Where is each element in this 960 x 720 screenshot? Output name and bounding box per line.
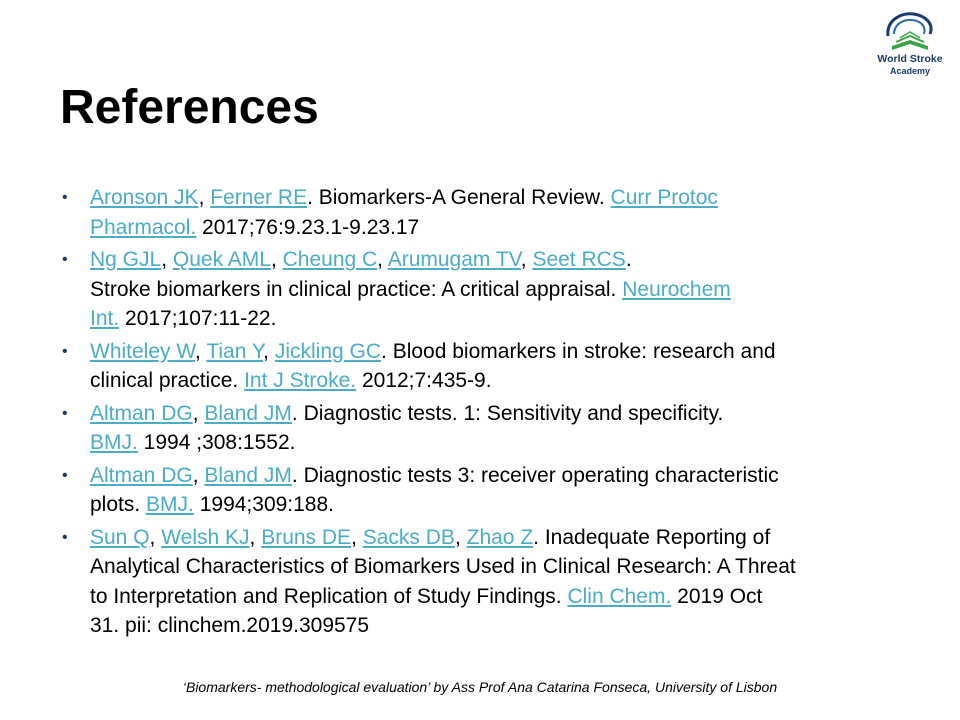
reference-text: . Blood biomarkers in stroke: research and <box>381 339 776 363</box>
bullet-icon: • <box>62 404 68 422</box>
reference-text: 2019 Oct <box>671 584 763 608</box>
reference-text: , <box>351 525 363 549</box>
journal-link[interactable]: BMJ. <box>90 431 138 454</box>
world-stroke-academy-logo <box>868 10 952 78</box>
author-link[interactable]: Ng GJL <box>90 248 162 271</box>
author-link[interactable]: Bland JM <box>204 463 292 487</box>
reference-text: , <box>454 525 467 549</box>
journal-link[interactable]: Curr Protoc <box>610 186 718 209</box>
reference-text: , <box>161 248 173 271</box>
reference-text: 31. pii: clinchem.2019.309575 <box>90 614 370 637</box>
brain-book-icon <box>882 10 938 52</box>
author-link[interactable]: Tian Y <box>206 339 264 363</box>
logo-text-line2: Academy <box>889 66 931 76</box>
reference-text: . Biomarkers-A General Review. <box>307 186 611 209</box>
author-link[interactable]: Whiteley W <box>90 339 196 363</box>
journal-link[interactable]: Neurochem <box>622 277 731 301</box>
reference-text: , <box>377 248 388 271</box>
reference-text: , <box>520 248 533 271</box>
slide-title: References <box>60 81 319 134</box>
reference-text: , <box>263 339 275 363</box>
reference-text: . Diagnostic tests. 1: Sensitivity and specificity. <box>291 401 724 425</box>
reference-item <box>60 399 910 458</box>
reference-text: , <box>249 525 262 549</box>
reference-text: , <box>270 248 283 271</box>
author-link[interactable]: Altman DG <box>90 463 193 487</box>
author-link[interactable]: Altman DG <box>90 401 193 425</box>
reference-item <box>60 183 910 242</box>
journal-link[interactable]: Int. <box>90 307 120 330</box>
reference-text: . Inadequate Reporting of <box>533 525 771 549</box>
bullet-icon: • <box>62 342 68 360</box>
reference-text: . <box>625 248 632 271</box>
reference-text: . Diagnostic tests 3: receiver operating characteristic <box>291 463 779 487</box>
bullet-icon: • <box>62 528 68 546</box>
reference-text: plots. <box>90 493 147 516</box>
bullet-icon: • <box>62 189 68 206</box>
author-link[interactable]: Welsh KJ <box>161 525 250 549</box>
reference-text: , <box>192 401 205 425</box>
reference-text: clinical practice. <box>90 369 245 392</box>
author-link[interactable]: Zhao Z <box>466 525 534 549</box>
reference-item <box>60 523 910 641</box>
reference-text: 2012;7:435-9. <box>356 369 492 392</box>
author-link[interactable]: Aronson JK <box>90 186 199 209</box>
journal-link[interactable]: Int J Stroke. <box>244 369 357 392</box>
reference-text: , <box>195 339 207 363</box>
reference-text: 2017;76:9.23.1-9.23.17 <box>196 215 420 239</box>
journal-link[interactable]: Pharmacol. <box>90 215 197 239</box>
bullet-icon: • <box>62 466 68 484</box>
reference-text: Analytical Characteristics of Biomarkers Used in Clinical Research: A Threat <box>90 555 796 578</box>
reference-text: , <box>198 186 211 209</box>
reference-text: , <box>192 463 205 487</box>
reference-text: , <box>149 525 162 549</box>
author-link[interactable]: Sun Q <box>90 525 150 549</box>
reference-text: 2017;107:11-22. <box>119 307 277 330</box>
author-link[interactable]: Ferner RE <box>210 186 308 209</box>
reference-text: 1994;309:188. <box>193 493 335 516</box>
author-link[interactable]: Cheung C <box>282 248 378 271</box>
reference-text: Stroke biomarkers in clinical practice: A critical appraisal. <box>90 277 623 301</box>
author-link[interactable]: Quek AML <box>172 248 271 271</box>
footer-credit: ‘Biomarkers- methodological evaluation’ by Ass Prof Ana Catarina Fonseca, University of Lisbon <box>182 679 778 695</box>
journal-link[interactable]: Clin Chem. <box>567 584 672 608</box>
bullet-icon: • <box>62 251 68 268</box>
journal-link[interactable]: BMJ. <box>146 493 194 516</box>
reference-item <box>60 337 910 396</box>
logo-text-line1: World Stroke <box>877 53 943 65</box>
author-link[interactable]: Seet RCS <box>532 248 626 271</box>
author-link[interactable]: Bruns DE <box>261 525 352 549</box>
author-link[interactable]: Arumugam TV <box>387 248 521 271</box>
reference-list <box>60 183 910 644</box>
author-link[interactable]: Jickling GC <box>274 339 382 363</box>
reference-item <box>60 461 910 520</box>
author-link[interactable]: Sacks DB <box>362 525 455 549</box>
author-link[interactable]: Bland JM <box>204 401 292 425</box>
reference-item <box>60 245 910 334</box>
reference-text: 1994 ;308:1552. <box>137 431 296 454</box>
reference-text: to Interpretation and Replication of Study Findings. <box>90 584 568 608</box>
